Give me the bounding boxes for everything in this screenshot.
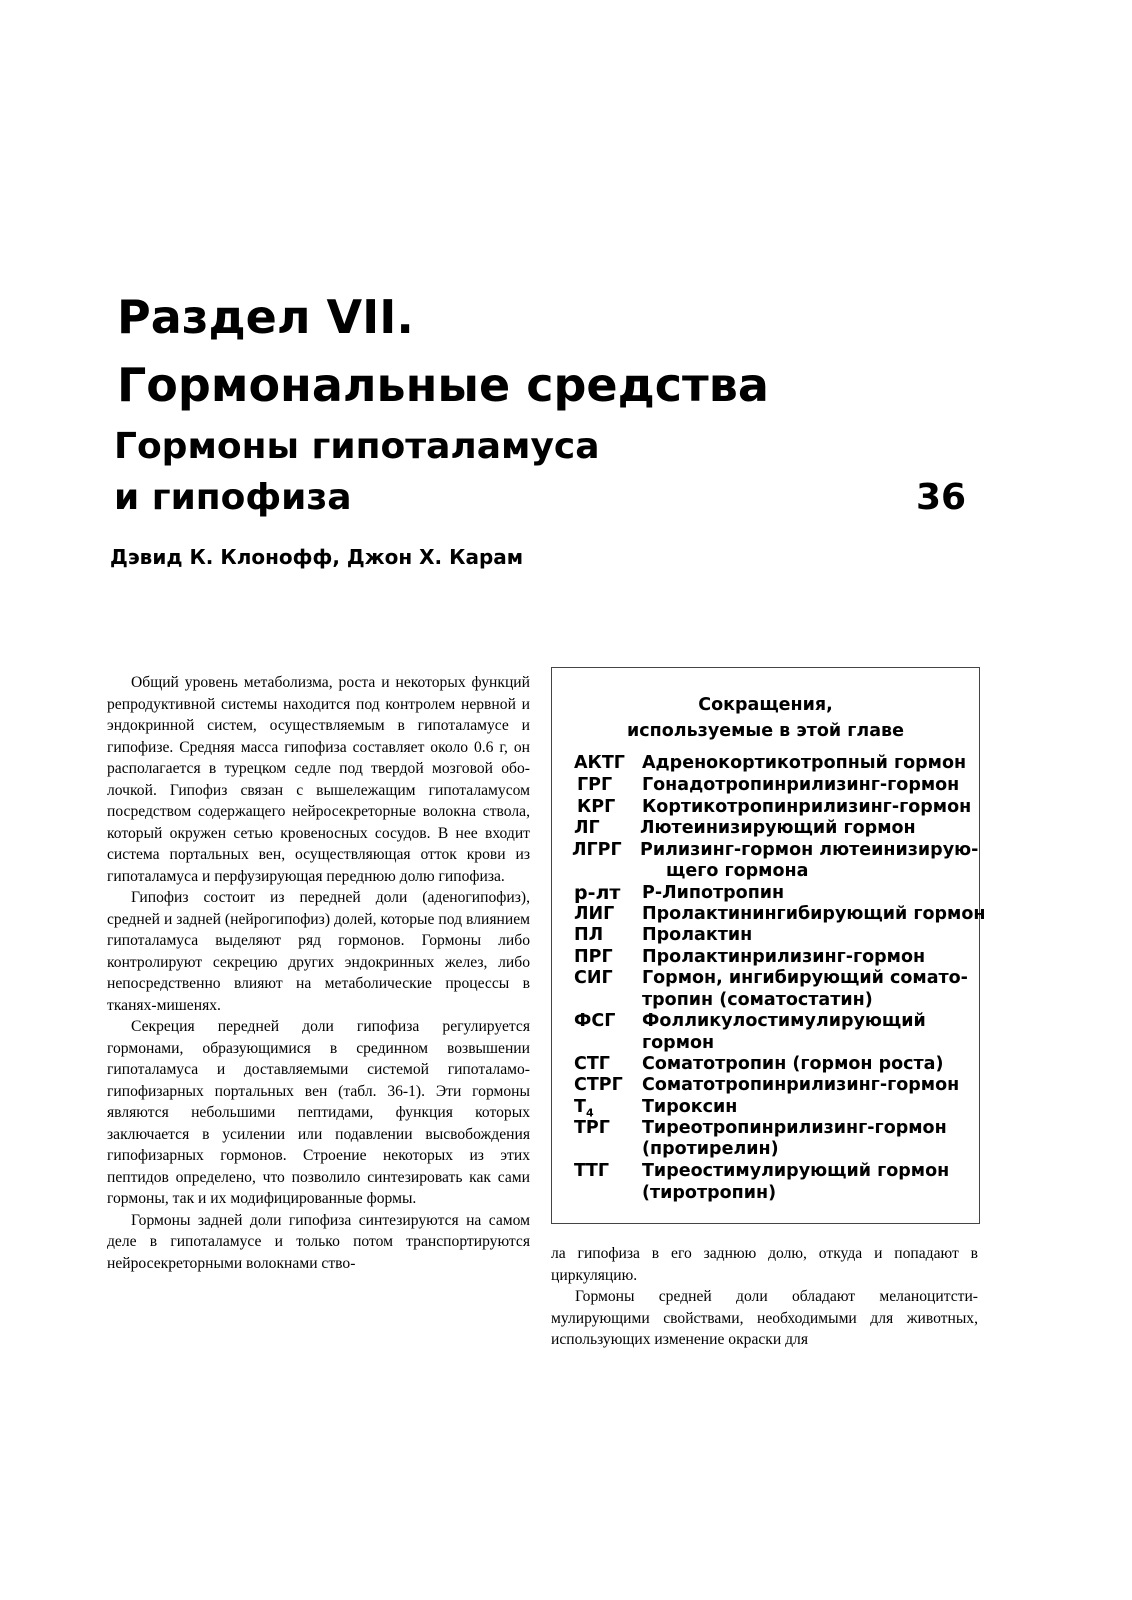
abbr-definition: Гонадотропинрилизинг-гормон — [642, 775, 960, 795]
paragraph: Гормоны задней доли гипофиза синтезируются на самом деле в гипоталамусе и только потом транспортируются нейросекреторными волокнами ство- — [107, 1211, 530, 1272]
abbr-term: $Т_4$ — [574, 1097, 594, 1120]
abbr-definition-cont: щего гормона — [666, 861, 809, 881]
abbr-term: ГРГ — [577, 775, 613, 795]
abbr-term: СИГ — [574, 968, 613, 988]
abbr-definition: Соматотропинрилизинг-гормон — [642, 1075, 960, 1095]
abbr-definition: Пролактин — [642, 925, 753, 945]
abbr-definition: Лютеинизирующий гормон — [640, 818, 916, 838]
abbr-definition-cont: гормон — [642, 1033, 715, 1053]
abbr-term: ТРГ — [574, 1118, 610, 1138]
abbr-definition: Гормон, ингибирующий сомато- — [642, 968, 968, 988]
chapter-title-line1: Гормоны гипоталамуса — [114, 426, 600, 467]
abbr-term: ТТГ — [574, 1161, 610, 1181]
abbr-definition: Р-Липотропин — [642, 883, 785, 903]
section-heading: Раздел VII. — [117, 290, 414, 344]
abbr-definition: Тироксин — [642, 1097, 738, 1117]
abbr-term: АКТГ — [574, 753, 625, 773]
abbreviations-box — [551, 667, 986, 1224]
body-right-column — [551, 1243, 978, 1351]
abbr-term: КРГ — [577, 797, 616, 817]
abbr-term: ПРГ — [574, 947, 613, 967]
abbr-definition-cont: (протирелин) — [642, 1139, 779, 1159]
abbr-definition: Тиреотропинрилизинг-гормон — [642, 1118, 947, 1138]
abbr-definition: Адренокортикотропный гормон — [642, 753, 967, 773]
abbreviations-title: Сокращения, — [698, 695, 833, 715]
abbr-term: ЛГРГ — [572, 840, 622, 860]
abbr-term: ПЛ — [574, 925, 604, 945]
abbreviations-subtitle: используемые в этой главе — [627, 721, 904, 741]
abbr-definition: Тиреостимулирующий гормон — [642, 1161, 950, 1181]
abbr-term: ФСГ — [574, 1011, 616, 1031]
chapter-title-line2: и гипофиза — [114, 477, 352, 518]
abbr-definition: Пролактинрилизинг-гормон — [642, 947, 926, 967]
abbr-definition: Рилизинг-гормон лютеинизирую- — [640, 840, 979, 860]
abbr-term: СТГ — [574, 1054, 610, 1074]
abbr-definition-cont: тропин (соматостатин) — [642, 990, 873, 1010]
body-left-column — [107, 672, 530, 1274]
abbr-definition: Фолликулостимулирующий — [642, 1011, 926, 1031]
abbr-definition-cont: (тиротропин) — [642, 1183, 777, 1203]
abbr-term: ЛГ — [574, 818, 600, 838]
abbr-definition: Пролактинингибирующий гормон — [642, 904, 986, 924]
section-subject: Гормональные средства — [117, 358, 769, 412]
paragraph: Общий уровень метаболизма, роста и некоторых функций репродуктивной системы находится под контролем нервной и эндокринной систем, осуществляемым в гипоталамусе и гипофизе. Средняя масса гипофиза составляет около 0.6 г, он располагается в турецком седле под твердой мозговой оболочкой. Гипофиз связан с вышележащим гипоталамусом посредством содержащего нейросекреторные волокна ствола, который окружен сетью кровеносных сосудов. В нее входит система портальных вен, осуществляющая отток крови из гипоталамуса и перфузирующая переднюю долю гипофиза. — [107, 674, 530, 885]
paragraph: Секреция передней доли гипофиза регулируется гормонами, образующимися в срединном возвышении гипоталамуса и доставляемыми системой гипоталамо-гипофизарных портальных вен (табл. 36-1). Эти гормоны являются небольшими пептидами, функция которых заключается в усилении или подавлении высвобождения гипофизарных гормонов. Строение некоторых из этих пептидов определено, что позволило синтезировать как сами гормоны, так и их модифицированные формы. — [107, 1018, 530, 1207]
authors: Дэвид К. Клонофф, Джон Х. Карам — [110, 545, 524, 569]
abbr-term: р-лт — [574, 882, 621, 904]
abbr-definition: Кортикотропинрилизинг-гормон — [642, 797, 972, 817]
paragraph: Гормоны средней доли обладают меланоцитстимулирующими свойствами, необходимыми для животных, использующих изменение окраски для — [551, 1288, 978, 1348]
chapter-number: 36 — [916, 477, 967, 518]
abbr-term: СТРГ — [574, 1075, 623, 1095]
paragraph: ла гипофиза в его заднюю долю, откуда и попадают в циркуляцию. — [551, 1245, 978, 1284]
abbr-definition: Соматотропин (гормон роста) — [642, 1054, 944, 1074]
abbr-term: ЛИГ — [574, 904, 615, 924]
paragraph: Гипофиз состоит из передней доли (аденогипофиз), средней и задней (нейрогипофиз) долей, которые под влиянием гипоталамуса выделяют ряд гормонов. Гормоны либо контролируют секрецию других эндокринных желез, либо непосредственно влияют на метаболические процессы в тканях-мишенях. — [107, 889, 530, 1014]
